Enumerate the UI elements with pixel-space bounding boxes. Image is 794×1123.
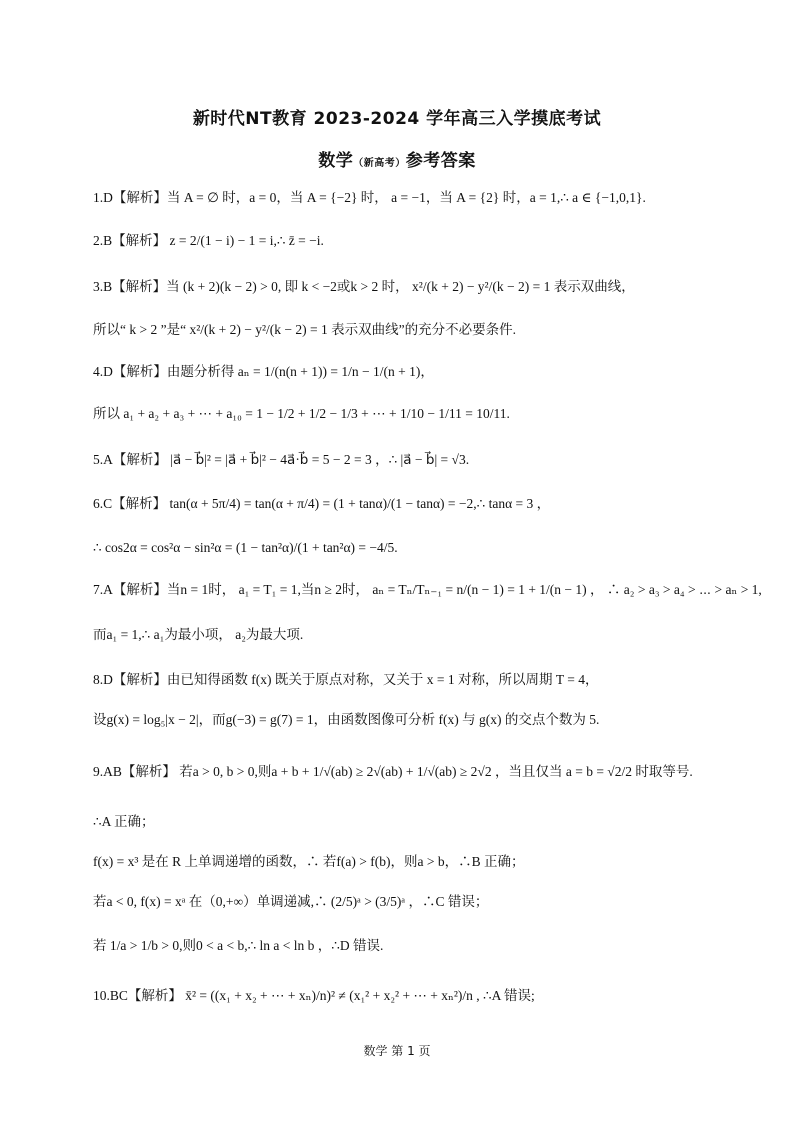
subtitle-tail: 参考答案 [405,151,476,171]
answer-line-9-a: ∴A 正确； [93,814,155,829]
answer-line-3-cont: 所以“ k > 2 ”是“ x²/(k + 2) − y²/(k − 2) = 1 表示双曲线”的充分不必要条件. [93,322,516,337]
answer-line-7: 7.A【解析】当n = 1时， a₁ = T₁ = 1,当n ≥ 2时， aₙ = Tₙ/Tₙ₋₁ = n/(n − 1) = 1 + 1/(n − 1) ， ∴ a₂ > a₃ > a₄ > ⋯ > aₙ > 1, [93,582,762,597]
page-title: 新时代NT教育 2023-2024 学年高三入学摸底考试 [192,109,602,129]
answer-line-8: 8.D【解析】由已知得函数 f(x) 既关于原点对称，又关于 x = 1 对称，所以周期 T = 4， [93,672,599,687]
answer-line-2: 2.B【解析】 z = 2/(1 − i) − 1 = i,∴ z̄ = −i. [93,233,324,248]
answer-line-5: 5.A【解析】 |a⃗ − b⃗|² = |a⃗ + b⃗|² − 4a⃗·b⃗ = 5 − 2 = 3 ，∴ |a⃗ − b⃗| = √3. [93,452,470,467]
answer-line-4: 4.D【解析】由题分析得 aₙ = 1/(n(n + 1)) = 1/n − 1/(n + 1)， [93,364,434,379]
answer-line-9-b: f(x) = x³ 是在 R 上单调递增的函数，∴ 若f(a) > f(b)，则a > b，∴B 正确； [93,854,525,869]
answer-line-10: 10.BC【解析】 x̄² = ((x₁ + x₂ + ⋯ + xₙ)/n)² ≠ (x₁² + x₂² + ⋯ + xₙ²)/n , ∴A 错误; [93,988,535,1003]
answer-line-6: 6.C【解析】 tan(α + 5π/4) = tan(α + π/4) = (1 + tanα)/(1 − tanα) = −2,∴ tanα = 3 ， [93,496,551,511]
answer-line-6-cont: ∴ cos2α = cos²α − sin²α = (1 − tan²α)/(1 + tan²α) = −4/5. [93,540,398,555]
answer-line-9-c: 若a < 0, f(x) = xᵃ 在（0,+∞）单调递减,∴ (2/5)ᵃ > (3/5)ᵃ ，∴C 错误； [93,894,489,909]
subtitle-edition: （新高考） [353,158,406,169]
page-footer: 数学 第 1 页 [363,1044,431,1058]
subtitle-subject: 数学 [318,151,354,171]
page-subtitle [0,146,794,171]
answer-line-1: 1.D【解析】当 A = ∅ 时，a = 0，当 A = {−2} 时， a = −1，当 A = {2} 时，a = 1,∴ a ∈ {−1,0,1}. [93,190,646,205]
answer-line-9: 9.AB【解析】 若a > 0, b > 0,则a + b + 1/√(ab) ≥ 2√(ab) + 1/√(ab) ≥ 2√2 ，当且仅当 a = b = √2/2 时取等号. [93,764,693,779]
answer-line-7-cont: 而a₁ = 1,∴ a₁为最小项， a₂为最大项. [93,627,304,642]
answer-line-8-cont: 设g(x) = log₅|x − 2|，而g(−3) = g(7) = 1，由函数图像可分析 f(x) 与 g(x) 的交点个数为 5. [93,712,600,727]
answer-line-9-d: 若 1/a > 1/b > 0,则0 < a < b,∴ ln a < ln b ，∴D 错误. [93,938,384,953]
answer-line-4-cont: 所以 a₁ + a₂ + a₃ + ⋯ + a₁₀ = 1 − 1/2 + 1/2 − 1/3 + ⋯ + 1/10 − 1/11 = 10/11. [93,406,510,421]
answer-line-3: 3.B【解析】当 (k + 2)(k − 2) > 0, 即 k < −2或k > 2 时， x²/(k + 2) − y²/(k − 2) = 1 表示双曲线， [93,279,635,294]
